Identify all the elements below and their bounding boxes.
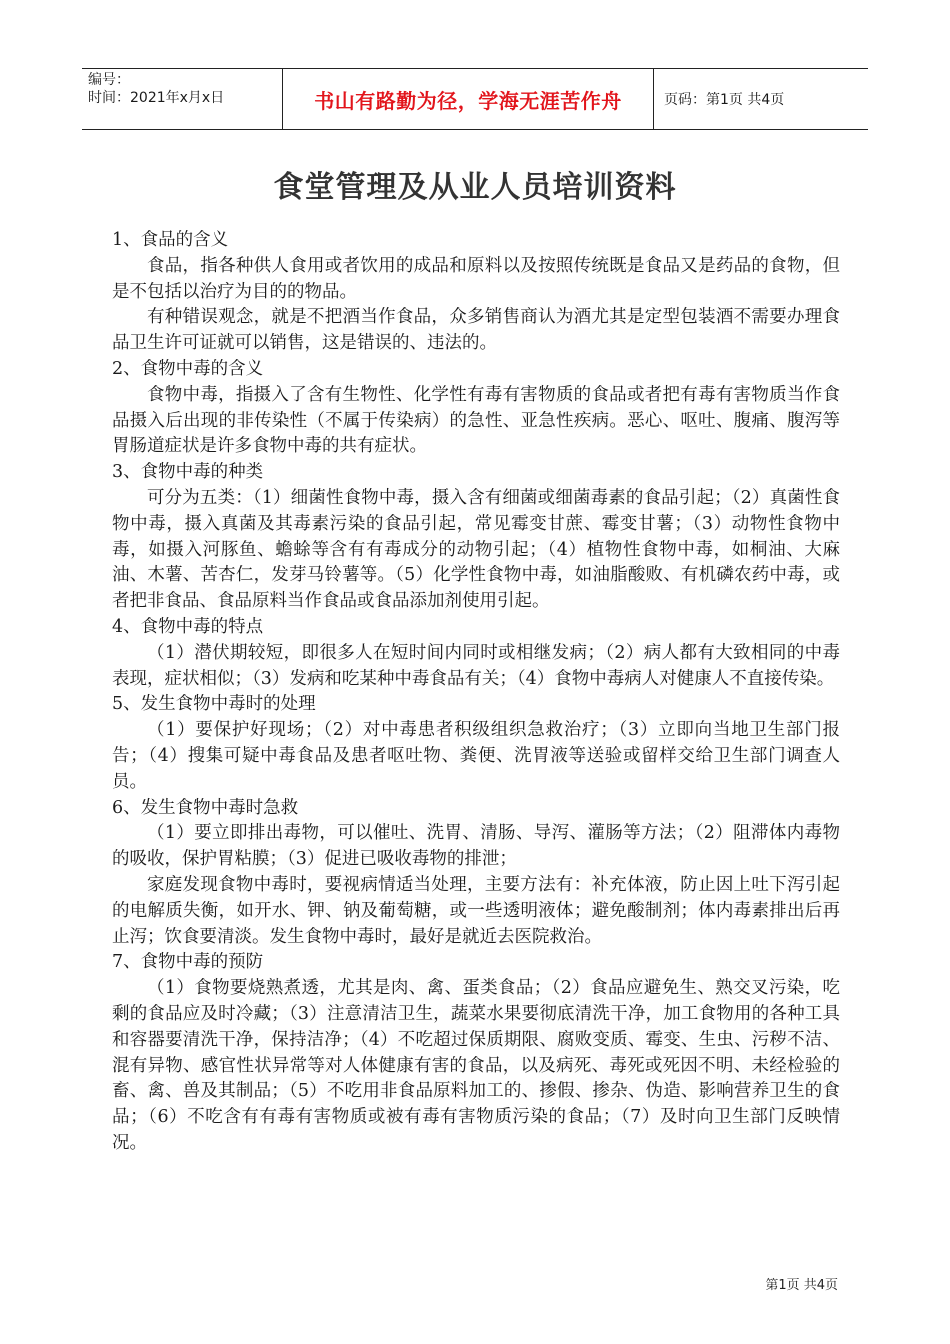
header-meta-cell xyxy=(82,69,283,129)
page-footer: 第1页 共4页 xyxy=(765,1278,838,1293)
section-poisoning-definition xyxy=(112,357,840,460)
section-heading: 7、食物中毒的预防 xyxy=(112,952,264,973)
section-heading: 5、发生食物中毒时的处理 xyxy=(112,694,316,715)
header-motto: 书山有路勤为径，学海无涯苦作舟 xyxy=(283,69,654,129)
paragraph: 有种错误观念，就是不把酒当作食品，众多销售商认为酒尤其是定型包装酒不需要办理食品卫生许可证就可以销售，这是错误的、违法的。 xyxy=(112,307,840,354)
section-poisoning-features xyxy=(112,615,840,692)
paragraph: 食品，指各种供人食用或者饮用的成品和原料以及按照传统既是食品又是药品的食物，但是不包括以治疗为目的的物品。 xyxy=(112,255,840,302)
header-page-info: 页码：第1页 共4页 xyxy=(664,92,785,108)
paragraph: （1）食物要烧熟煮透，尤其是肉、禽、蛋类食品；（2）食品应避免生、熟交叉污染，吃剩的食品应及时冷藏；（3）注意清洁卫生，蔬菜水果要彻底清洗干净，加工食物用的各种工具和容器要清洗干净，保持洁净；（4）不吃超过保质期限、腐败变质、霉变、生虫、污秽不洁、混有异物、感官性状异常等对人体健康有害的食品，以及病死、毒死或死因不明、未经检验的畜、禽、兽及其制品；（5）不吃用非食品原料加工的、掺假、掺杂、伪造、影响营养卫生的食品；（6）不吃含有有毒有害物质或被有毒有害物质污染的食品；（7）及时向卫生部门反映情况。 xyxy=(112,978,840,1153)
section-poisoning-handling xyxy=(112,692,840,795)
paragraph: 食物中毒，指摄入了含有生物性、化学性有毒有害物质的食品或者把有毒有害物质当作食品摄入后出现的非传染性（不属于传染病）的急性、亚急性疾病。恶心、呕吐、腹痛、腹泻等胃肠道症状是许多食物中毒的共有症状。 xyxy=(112,384,840,457)
section-poisoning-prevention xyxy=(112,950,840,1156)
document-title: 食堂管理及从业人员培训资料 xyxy=(273,170,677,205)
paragraph: （1）潜伏期较短，即很多人在短时间内同时或相继发病；（2）病人都有大致相同的中毒表现，症状相似；（3）发病和吃某种中毒食品有关；（4）食物中毒病人对健康人不直接传染。 xyxy=(112,642,840,689)
section-heading: 3、食物中毒的种类 xyxy=(112,462,264,483)
paragraph: （1）要立即排出毒物，可以催吐、洗胃、清肠、导泻、灌肠等方法；（2）阻滞体内毒物的吸收，保护胃粘膜；（3）促进已吸收毒物的排泄； xyxy=(112,823,840,870)
section-heading: 2、食物中毒的含义 xyxy=(112,358,264,379)
paragraph: 家庭发现食物中毒时，要视病情适当处理，主要方法有：补充体液，防止因上吐下泻引起的电解质失衡，如开水、钾、钠及葡萄糖，或一些透明液体；避免酸制剂；体内毒素排出后再止泻；饮食要清淡。发生食物中毒时，最好是就近去医院救治。 xyxy=(112,874,840,947)
document-header xyxy=(82,68,868,130)
section-heading: 1、食品的含义 xyxy=(112,230,229,250)
doc-date-label: 时间：2021年x月x日 xyxy=(88,90,225,106)
document-body xyxy=(112,228,840,1157)
doc-code-label: 编号： xyxy=(88,72,130,88)
section-food-definition xyxy=(112,228,840,357)
paragraph: （1）要保护好现场；（2）对中毒患者积级组织急救治疗；（3）立即向当地卫生部门报告；（4）搜集可疑中毒食品及患者呕吐物、粪便、洗胃液等送验或留样交给卫生部门调查人员。 xyxy=(112,720,840,792)
section-heading: 4、食物中毒的特点 xyxy=(112,616,264,637)
paragraph: 可分为五类：（1）细菌性食物中毒，摄入含有细菌或细菌毒素的食品引起；（2）真菌性食物中毒，摄入真菌及其毒素污染的食品引起，常见霉变甘蔗、霉变甘薯；（3）动物性食物中毒，如摄入河豚鱼、蟾蜍等含有有毒成分的动物引起；（4）植物性食物中毒，如桐油、大麻油、木薯、苦杏仁，发芽马铃薯等。（5）化学性食物中毒，如油脂酸败、有机磷农药中毒，或者把非食品、食品原料当作食品或食品添加剂使用引起。 xyxy=(112,487,840,612)
section-heading: 6、发生食物中毒时急救 xyxy=(112,797,299,818)
section-poisoning-types xyxy=(112,460,840,615)
section-poisoning-first-aid xyxy=(112,796,840,951)
